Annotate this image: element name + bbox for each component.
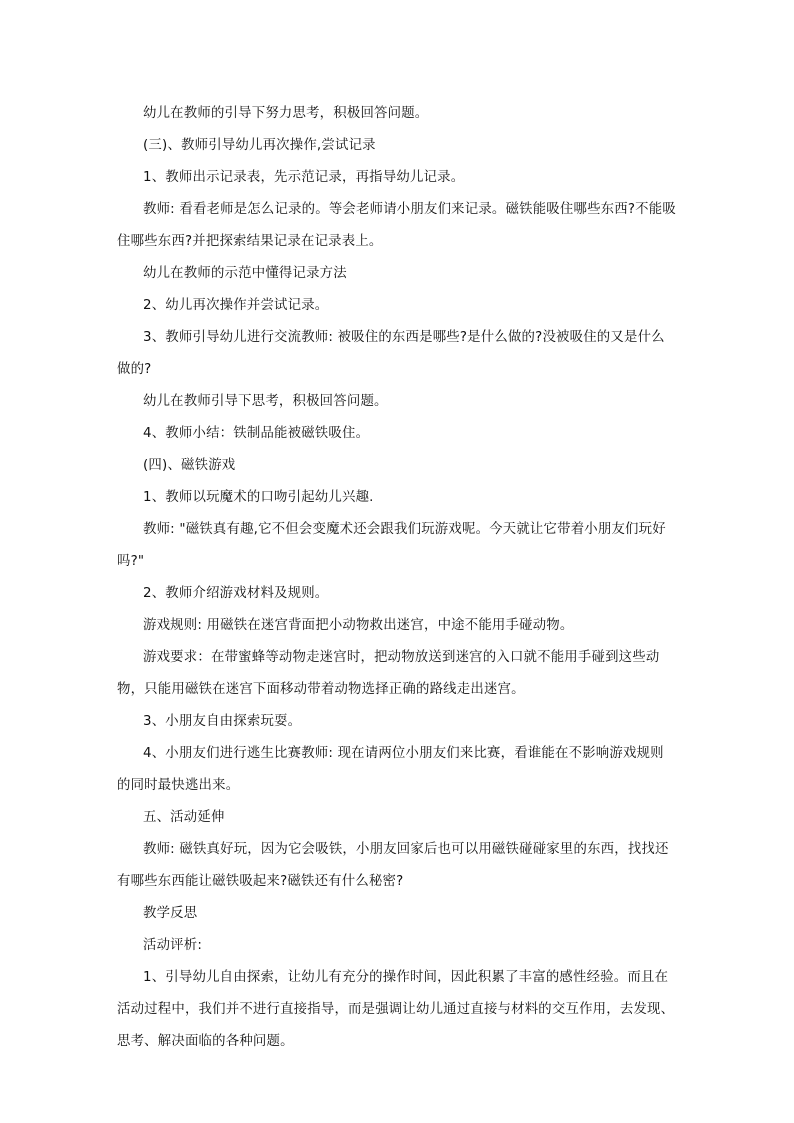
paragraph: 2、教师介绍游戏材料及规则。: [143, 586, 329, 601]
paragraph: 2、幼儿再次操作并尝试记录。: [143, 298, 329, 313]
document-body: [117, 98, 677, 1058]
paragraph: 幼儿在教师引导下思考，积极回答问题。: [143, 394, 388, 409]
paragraph: 4、教师小结：铁制品能被磁铁吸住。: [143, 426, 370, 441]
paragraph: 活动评析:: [143, 938, 203, 953]
section-heading: (四)、磁铁游戏: [143, 458, 236, 473]
paragraph: 1、教师以玩魔术的口吻引起幼儿兴趣.: [143, 490, 374, 505]
paragraph: 3、小朋友自由探索玩耍。: [143, 714, 302, 729]
paragraph: 4、小朋友们进行逃生比赛教师: 现在请两位小朋友们来比赛，看谁能在不影响游戏规则的同时最快逃出来。: [117, 746, 664, 793]
paragraph: 游戏规则: 用磁铁在迷宫背面把小动物救出迷宫，中途不能用手碰动物。: [143, 618, 574, 633]
section-heading: 五、活动延伸: [143, 810, 225, 825]
paragraph: 教师: 看看老师是怎么记录的。等会老师请小朋友们来记录。磁铁能吸住哪些东西?不能吸住哪些东西?并把探索结果记录在记录表上。: [117, 202, 676, 249]
paragraph: 教师: "磁铁真有趣,它不但会变魔术还会跟我们玩游戏呢。今天就让它带着小朋友们玩好吗?": [117, 522, 666, 569]
paragraph: 1、引导幼儿自由探索，让幼儿有充分的操作时间，因此积累了丰富的感性经验。而且在活动过程中，我们并不进行直接指导，而是强调让幼儿通过直接与材料的交互作用，去发现、思考、解决面临的各种问题。: [117, 970, 675, 1049]
section-heading: 教学反思: [143, 906, 198, 921]
paragraph: 幼儿在教师的示范中懂得记录方法: [143, 266, 347, 281]
section-heading: (三)、教师引导幼儿再次操作,尝试记录: [143, 138, 376, 153]
paragraph: 1、教师出示记录表，先示范记录，再指导幼儿记录。: [143, 170, 465, 185]
paragraph: 3、教师引导幼儿进行交流教师: 被吸住的东西是哪些?是什么做的?没被吸住的又是什么做的?: [117, 330, 665, 377]
paragraph: 游戏要求：在带蜜蜂等动物走迷宫时，把动物放送到迷宫的入口就不能用手碰到这些动物，只能用磁铁在迷宫下面移动带着动物选择正确的路线走出迷宫。: [117, 650, 660, 697]
paragraph: 教师: 磁铁真好玩，因为它会吸铁，小朋友回家后也可以用磁铁碰碰家里的东西，找找还有哪些东西能让磁铁吸起来?磁铁还有什么秘密?: [117, 842, 669, 889]
paragraph: 幼儿在教师的引导下努力思考，积极回答问题。: [143, 106, 429, 121]
